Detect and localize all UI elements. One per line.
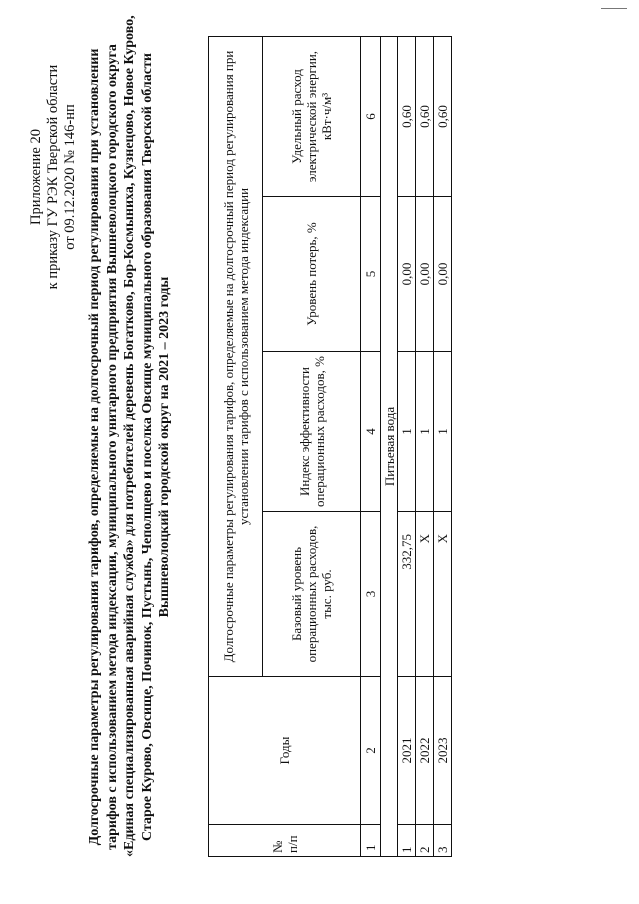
header-no: № п/п: [209, 825, 361, 857]
section-row: [381, 37, 398, 857]
table-row: [398, 37, 416, 857]
section-title: Питьевая вода: [381, 37, 398, 857]
row-base: 332,75: [398, 512, 416, 677]
index-cell: 4: [361, 352, 381, 512]
index-cell: 5: [361, 197, 381, 352]
row-base: Х: [434, 512, 452, 677]
header-energy-line: кВт·ч/м³: [319, 92, 334, 141]
index-cell: 3: [361, 512, 381, 677]
index-cell: 2: [361, 677, 381, 825]
row-loss: 0,00: [398, 197, 416, 352]
annex-block: [28, 37, 79, 317]
header-years: Годы: [209, 677, 361, 825]
header-energy-consumption: [263, 37, 361, 197]
header-energy-line: электрической энергии,: [304, 50, 319, 183]
row-year: 2022: [416, 677, 434, 825]
title-line: тарифов с использованием метода индексации, муниципального унитарного предприятия Вышневолоцкого городского округа: [104, 44, 120, 850]
header-loss-level: Уровень потерь, %: [263, 197, 361, 352]
header-efficiency-index: Индекс эффективности операционных расходов, %: [263, 352, 361, 512]
row-eff: 1: [416, 352, 434, 512]
row-loss: 0,00: [416, 197, 434, 352]
title-line: «Единая специализированная аварийная служба» для потребителей деревень Богатково, Бор-Космыниха, Кузнецово, Новое Курово,: [122, 15, 137, 857]
table-row: [416, 37, 434, 857]
annex-number: Приложение 20: [28, 129, 44, 225]
row-energy: 0,60: [416, 37, 434, 197]
index-cell: 1: [361, 825, 381, 857]
row-loss: 0,00: [434, 197, 452, 352]
title-line: Долгосрочные параметры регулирования тарифов, определяемые на долгосрочный период регулирования при установлении: [87, 48, 102, 846]
row-no: 3: [434, 825, 452, 857]
table-row: [434, 37, 452, 857]
annex-order: к приказу ГУ РЭК Тверской области: [45, 64, 61, 290]
parameters-table: [208, 36, 452, 857]
row-eff: 1: [434, 352, 452, 512]
row-no: 2: [416, 825, 434, 857]
header-group: Долгосрочные параметры регулирования тарифов, определяемые на долгосрочный период регулирования при установлении тарифов с использованием метода индексации: [209, 37, 263, 677]
rotated-document: [28, 15, 603, 857]
title-line: Старое Курово, Овсище, Починок, Пустынь, Чеполщево и поселка Овсище муниципального образования Тверской области: [139, 53, 155, 841]
header-row-group: [209, 37, 263, 857]
index-row: [361, 37, 381, 857]
annex-date: от 09.12.2020 № 146-нп: [62, 104, 78, 250]
title-line: Вышневолоцкий городской округ на 2021 – 2023 годы: [157, 276, 172, 618]
row-year: 2021: [398, 677, 416, 825]
row-no: 1: [398, 825, 416, 857]
row-base: Х: [416, 512, 434, 677]
document-title: [86, 15, 174, 857]
corner-mark: [601, 8, 627, 9]
header-base-level: Базовый уровень операционных расходов, тыс. руб.: [263, 512, 361, 677]
index-cell: 6: [361, 37, 381, 197]
row-year: 2023: [434, 677, 452, 825]
header-energy-line: Удельный расход: [289, 69, 304, 164]
row-energy: 0,60: [398, 37, 416, 197]
row-eff: 1: [398, 352, 416, 512]
row-energy: 0,60: [434, 37, 452, 197]
